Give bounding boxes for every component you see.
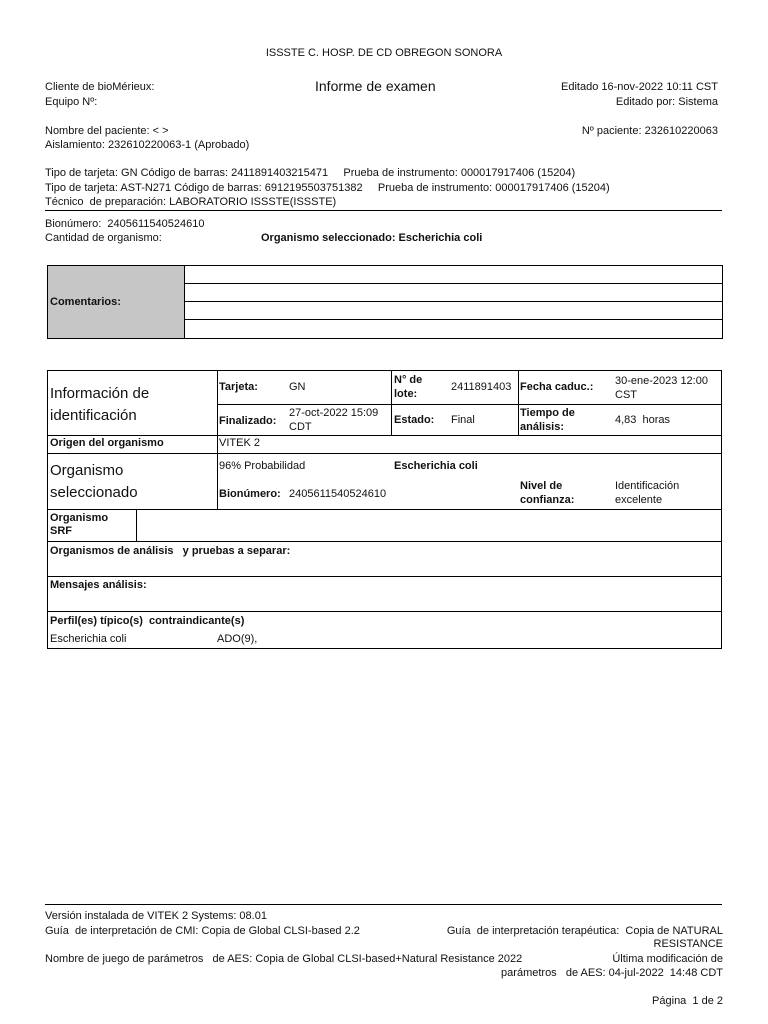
footer-last-mod: Última modificación de	[612, 953, 723, 965]
comments-box	[47, 265, 723, 339]
footer-cmi-guide: Guía de interpretación de CMI: Copia de Global CLSI-based 2.2	[45, 925, 360, 937]
comment-line	[185, 283, 722, 284]
typical-profiles-label: Perfil(es) típico(s) contraindicante(s)	[50, 615, 245, 627]
organism-qty-label: Cantidad de organismo:	[45, 232, 162, 244]
divider	[45, 210, 722, 211]
isolate-line: Aislamiento: 232610220063-1 (Aprobado)	[45, 139, 250, 151]
comments-label: Comentarios:	[50, 296, 121, 308]
expiry-label: Fecha caduc.:	[520, 381, 594, 393]
edited-date: Editado 16-nov-2022 10:11 CST	[561, 81, 718, 93]
srf-label: Organismo SRF	[50, 512, 109, 537]
analysis-time-label: Tiempo de análisis:	[520, 407, 575, 433]
footer-divider	[45, 904, 722, 905]
profile-organism: Escherichia coli	[50, 633, 127, 645]
organism-name: Escherichia coli	[394, 460, 478, 472]
analysis-organisms-label: Organismos de análisis y pruebas a separar:	[50, 545, 291, 557]
finalized-label: Finalizado:	[219, 415, 277, 427]
bionumber-line: Bionúmero: 2405611540524610	[45, 218, 205, 230]
organism-selected-line: Organismo seleccionado: Escherichia coli	[261, 232, 483, 244]
comments-label-cell	[48, 266, 185, 338]
origin-label: Origen del organismo	[50, 437, 164, 449]
confidence-value: Identificación excelente	[615, 480, 680, 506]
analysis-time-value: 4,83 horas	[615, 414, 671, 426]
lot-label: N° de lote:	[394, 374, 423, 400]
client-label: Cliente de bioMérieux:	[45, 81, 155, 93]
footer-therapy-guide: Guía de interpretación terapéutica: Copia de NATURAL	[446, 925, 723, 937]
origin-value: VITEK 2	[219, 437, 260, 449]
page-number: Página 1 de 2	[652, 995, 723, 1007]
card-label: Tarjeta:	[219, 381, 258, 393]
technician-line: Técnico de preparación: LABORATORIO ISSSTE(ISSSTE)	[45, 196, 337, 208]
card-value: GN	[289, 381, 306, 393]
patient-name: Nombre del paciente: < >	[45, 125, 169, 137]
footer-therapy-guide-2: RESISTANCE	[653, 938, 723, 950]
bionumber-value: 2405611540524610	[289, 488, 387, 500]
expiry-value: 30-ene-2023 12:00 CST	[615, 375, 708, 401]
analysis-messages-label: Mensajes análisis:	[50, 579, 147, 591]
institution-title: ISSSTE C. HOSP. DE CD OBREGON SONORA	[265, 47, 503, 59]
lot-value: 2411891403	[451, 381, 512, 393]
id-info-label: Información de identificación	[50, 385, 150, 424]
status-label: Estado:	[394, 414, 435, 426]
finalized-value: 27-oct-2022 15:09 CDT	[289, 407, 379, 433]
equipment-label: Equipo Nº:	[45, 96, 98, 108]
selected-organism-label: Organismo seleccionado	[50, 462, 138, 501]
footer-aes-params: Nombre de juego de parámetros de AES: Copia de Global CLSI-based+Natural Resistance 2022	[45, 953, 523, 965]
identification-table	[47, 370, 722, 649]
footer-last-mod-2: parámetros de AES: 04-jul-2022 14:48 CDT	[501, 967, 723, 979]
status-value: Final	[451, 414, 475, 426]
comment-line	[185, 319, 722, 320]
footer-version: Versión instalada de VITEK 2 Systems: 08.01	[45, 910, 267, 922]
card-line-1: Tipo de tarjeta: GN Código de barras: 2411891403215471 Prueba de instrumento: 000017917406 (15204)	[45, 167, 576, 179]
bionumber-label: Bionúmero:	[219, 488, 281, 500]
patient-number: Nº paciente: 232610220063	[581, 125, 718, 137]
probability: 96% Probabilidad	[219, 460, 306, 472]
profile-value: ADO(9),	[217, 633, 258, 645]
report-title: Informe de examen	[315, 78, 436, 94]
comment-line	[185, 301, 722, 302]
confidence-label: Nivel de confianza:	[520, 480, 575, 506]
card-line-2: Tipo de tarjeta: AST-N271 Código de barras: 6912195503751382 Prueba de instrumento: 000017917406 (15204)	[45, 182, 610, 194]
edited-by: Editado por: Sistema	[615, 96, 718, 108]
